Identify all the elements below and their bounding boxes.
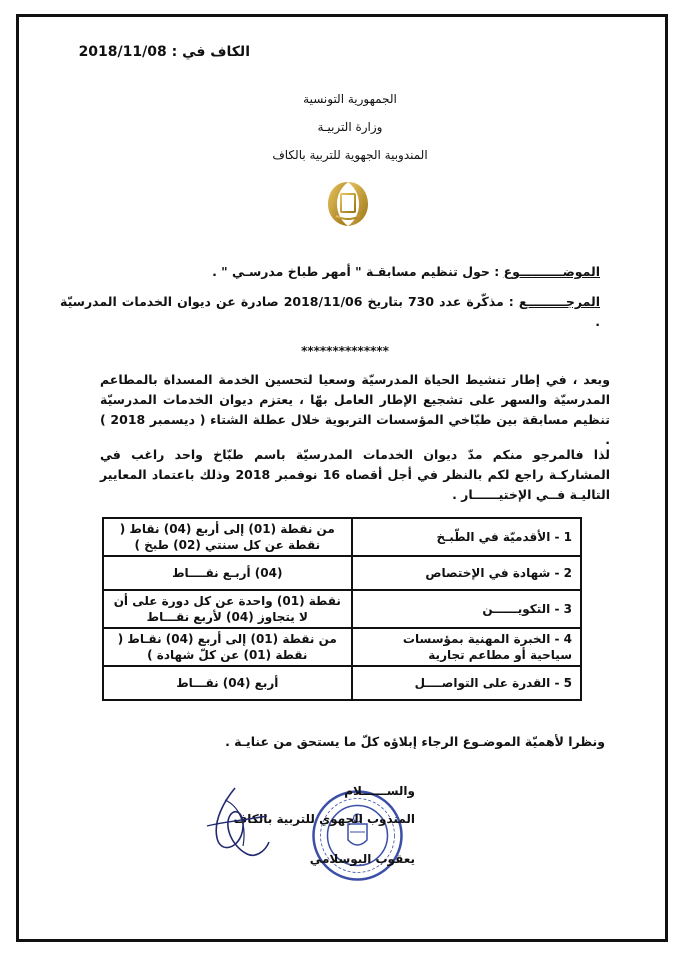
separator-stars: **************	[301, 344, 389, 358]
signatory-name: يعقوب البوسلامي	[309, 852, 415, 866]
reference-label: المرجـــــــــع	[518, 294, 600, 309]
header-directorate: المندوبية الجهوية للتربية بالكاف	[272, 148, 428, 162]
reference-text: : مذكّرة عدد 730 بتاريخ 2018/11/06 صادرة عن ديوان الخدمات المدرسيّة .	[60, 294, 600, 329]
paragraph-request: لذا فالمرجو منكم مدّ ديوان الخدمات المدرسيّة باسم طبّاخ واحد راغب في المشاركـة راجع لكم بالنظر في أجل أقصاه 16 نوفمبر 2018 وذلك باعتماد المعايير التاليـة فــي الإختيــــــار .	[100, 447, 610, 502]
points-cell: نقطة (01) واحدة عن كل دورة على أن لا يتجاوز (04) لأربع نقـــاط	[103, 590, 352, 628]
criterion-cell: 5 - القدرة على التواصــــل	[352, 666, 581, 700]
points-cell: من نقطة (01) إلى أربع (04) نقاط ( نقطة عن كل سنتي (02) طبخ )	[103, 518, 352, 556]
greeting: والســــــلام	[344, 784, 415, 798]
table-row	[103, 556, 581, 590]
points-cell: من نقطة (01) إلى أربع (04) نقـاط ( نقطة (01) عن كلّ شهادة )	[103, 628, 352, 666]
criterion-cell: 2 - شهادة في الإختصاص	[352, 556, 581, 590]
official-seal-icon	[310, 788, 405, 883]
subject-label: الموضــــــــــوع	[503, 264, 600, 279]
criteria-table	[102, 517, 582, 701]
table-row	[103, 666, 581, 700]
header-republic: الجمهورية التونسية	[303, 92, 397, 106]
points-cell: (04) أربـع نقــــاط	[103, 556, 352, 590]
criterion-cell: 1 - الأقدميّة في الطّبـخ	[352, 518, 581, 556]
subject-text: : حول تنظيم مسابقـة " أمهر طباخ مدرسـي " .	[212, 264, 500, 279]
paragraph-intro: وبعد ، في إطار تنشيط الحياة المدرسيّة وسعيا لتحسين الخدمة المسداة بالمطاعم المدرسيّة والسهر على تشجيع الإطار العامل بهّا ، يعتزم ديوان الخدمات المدرسيّة تنظيم مسابقة بين طبّاخي المؤسسات التربوية خلال عطلة الشتاء ( ديسمبر 2018 ) .	[100, 372, 610, 447]
subject-line	[190, 262, 600, 282]
points-cell: أربع (04) نقـــاط	[103, 666, 352, 700]
reference-line	[60, 292, 600, 332]
criterion-cell: 3 - التكويــــــن	[352, 590, 581, 628]
header-ministry: وزارة التربيـة	[317, 120, 383, 134]
closing-sentence: ونظرا لأهميّة الموضـوع الرجاء إبلاؤه كلّ ما يستحق من عنايـة .	[225, 734, 605, 749]
table-row	[103, 628, 581, 666]
signatory-title: المندوب الجهوي للتربية بالكاف	[233, 812, 415, 826]
ministry-logo-icon	[322, 178, 374, 230]
table-row	[103, 518, 581, 556]
criterion-cell: 4 - الخبرة المهنية بمؤسسات سياحية أو مطاعم تجارية	[352, 628, 581, 666]
handwritten-signature-icon	[195, 780, 280, 870]
date-line: الكاف في : 2018/11/08	[78, 44, 250, 60]
table-row	[103, 590, 581, 628]
